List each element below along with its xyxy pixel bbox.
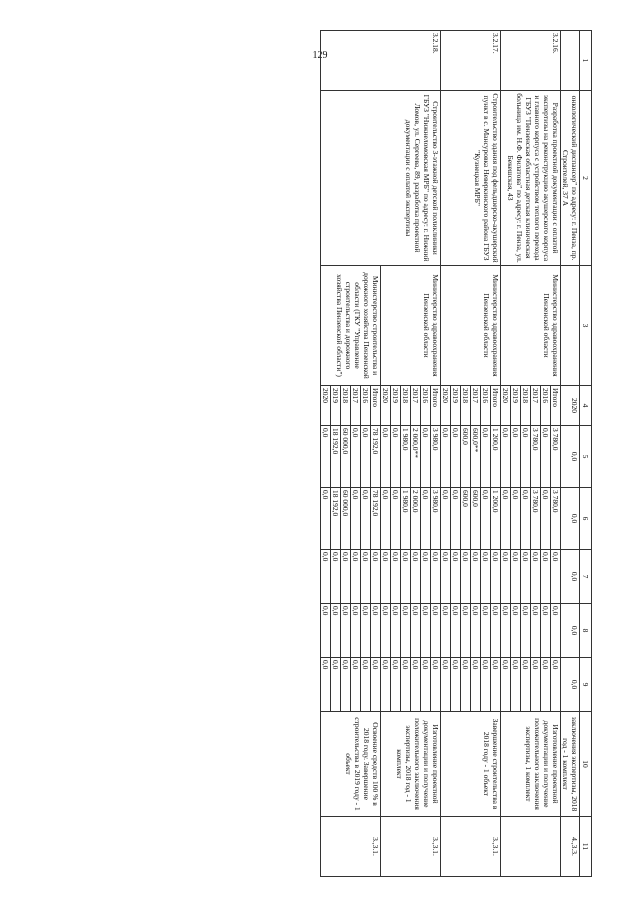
row-name: онкологический диспансер" по адресу: г. Пенза, пр. Строителей, 37 А — [561, 91, 580, 266]
value-cell: 0,0 — [371, 552, 380, 562]
value-list — [441, 658, 500, 711]
value-cell: 0,0 — [411, 658, 421, 711]
row-result: заключения экспертизы, 2018 год - 1 комплект — [561, 712, 580, 817]
value-cell: 60 000,0 — [341, 426, 351, 487]
value-cell: 0,0 — [441, 488, 451, 549]
value-cell: 0,0 — [421, 550, 431, 603]
value-cell: 0,0 — [451, 426, 461, 487]
value-cell: 0,0 — [421, 658, 431, 711]
value-cell: 0,0 — [401, 604, 411, 657]
value-cell: 0,0 — [451, 488, 461, 549]
value-cell: 0,0 — [541, 658, 551, 711]
value-list — [501, 658, 560, 711]
value-list — [381, 426, 440, 487]
value-list — [381, 658, 440, 711]
value-cell: 0,0 — [431, 606, 440, 616]
year-cell: 2020 — [501, 386, 511, 425]
value-cell: 0,0 — [421, 426, 431, 487]
col-header-3: 3 — [580, 266, 592, 386]
value-cell: 0,0 — [511, 658, 521, 711]
value-cell: 600,0** — [471, 426, 481, 487]
value-cell: 0,0 — [341, 658, 351, 711]
value-cell: 0,0 — [481, 488, 491, 549]
value-cell: 0,0 — [361, 488, 371, 549]
row-name: Строительство 3-этажной детской поликлиники ГБУЗ "Нижнеломовская МРБ" по адресу: г. Нижний Ломов, ул. Сергеева, 89, разработка проектной документации с оплатой экспертизы — [321, 91, 441, 266]
value-cell: 0,0 — [381, 604, 391, 657]
year-cell: 2016 — [421, 386, 431, 425]
row-value: 0,0 — [561, 426, 580, 488]
value-list — [321, 550, 380, 603]
value-cell: 0,0 — [381, 488, 391, 549]
col-header-2: 2 — [580, 91, 592, 266]
value-cell: 0,0 — [521, 658, 531, 711]
col-header-11: 11 — [580, 817, 592, 877]
value-cell: 0,0 — [411, 550, 421, 603]
table-row — [501, 31, 561, 877]
row-value: 0,0 — [561, 604, 580, 658]
year-cell: 2016 — [361, 386, 371, 425]
value-cell: 0,0 — [341, 550, 351, 603]
table-row — [381, 31, 441, 877]
value-cell: 0,0 — [551, 552, 560, 562]
table-row — [441, 31, 501, 877]
row-value: 0,0 — [561, 550, 580, 604]
value-cell: 0,0 — [451, 658, 461, 711]
value-list — [321, 426, 380, 487]
value-cell: 0,0 — [351, 550, 361, 603]
value-cell: 0,0 — [461, 604, 471, 657]
column-number-header — [580, 31, 592, 877]
value-cell: 0,0 — [321, 658, 331, 711]
year-cell: 2020 — [321, 386, 331, 425]
row-ref: 3.,3.1. — [381, 817, 441, 877]
page-number: 129 — [312, 50, 328, 61]
value-cell: 0,0 — [391, 604, 401, 657]
year-cell: 2019 — [511, 386, 521, 425]
value-cell: 0,0 — [321, 550, 331, 603]
value-cell: 3 780,0 — [551, 428, 560, 451]
table-row-continued — [561, 31, 580, 877]
value-list — [381, 550, 440, 603]
value-cell: 0,0 — [501, 658, 511, 711]
value-cell: 0,0 — [531, 550, 541, 603]
value-list — [321, 488, 380, 549]
year-cell: Итого — [491, 388, 500, 407]
value-cell: 2 000,0 — [411, 488, 421, 549]
value-cell: 1 980,0 — [401, 488, 411, 549]
year-cell: 2017 — [531, 386, 541, 425]
value-cell: 0,0 — [501, 488, 511, 549]
row-ref: 3.,3.1. — [321, 817, 381, 877]
row-number: 3.2.18. — [321, 31, 441, 91]
year-cell: 2016 — [541, 386, 551, 425]
value-cell: 0,0 — [371, 660, 380, 670]
year-cell: 2018 — [521, 386, 531, 425]
row-result: Завершение строительства в 2018 году - 1 объект — [441, 712, 501, 817]
year-cell: Итого — [371, 388, 380, 407]
year-cell: 2017 — [411, 386, 421, 425]
value-cell: 0,0 — [351, 426, 361, 487]
value-cell: 3 980,0 — [431, 490, 440, 513]
value-cell: 0,0 — [441, 550, 451, 603]
value-cell: 0,0 — [411, 604, 421, 657]
value-cell: 0,0 — [351, 604, 361, 657]
value-cell: 0,0 — [361, 604, 371, 657]
value-cell: 0,0 — [451, 550, 461, 603]
value-cell: 0,0 — [421, 604, 431, 657]
value-cell: 0,0 — [521, 550, 531, 603]
value-cell: 0,0 — [471, 658, 481, 711]
value-cell: 1 200,0 — [491, 428, 500, 451]
year-cell: 2019 — [391, 386, 401, 425]
value-cell: 0,0 — [361, 550, 371, 603]
year-list — [441, 386, 500, 425]
value-cell: 3 980,0 — [431, 428, 440, 451]
value-list — [321, 604, 380, 657]
value-cell: 600,0 — [461, 488, 471, 549]
value-cell: 0,0 — [341, 604, 351, 657]
row-number: 3.2.17. — [441, 31, 501, 91]
year-cell: 2019 — [451, 386, 461, 425]
value-cell: 0,0 — [481, 658, 491, 711]
value-cell: 0,0 — [511, 550, 521, 603]
value-cell: 0,0 — [551, 606, 560, 616]
value-cell: 0,0 — [531, 604, 541, 657]
value-list — [321, 658, 380, 711]
value-cell: 0,0 — [331, 658, 341, 711]
value-cell: 0,0 — [351, 658, 361, 711]
value-cell: 0,0 — [331, 550, 341, 603]
row-ref: 3.,3.1. — [441, 817, 501, 877]
value-cell: 0,0 — [381, 426, 391, 487]
value-list — [441, 550, 500, 603]
row-name: Разработка проектной документации с оплатой экспертизы на реконструкцию акушерского корпуса и главного корпуса с устройством теплого перехода ГБУЗ "Пензенская областная детская клиническая больница им. Н.Ф. Филатова" по адресу: г. Пенза, ул. Бекешская, 43 — [501, 91, 561, 266]
row-result: Изготовление проектной документации и получение положительного заключения экспертизы, 2018 год - 1 комплект — [381, 712, 441, 817]
row-name: Строительство здания под фельдшерско-акушерский пункт в с. Мансуровка Неверкинского района ГБУЗ "Кузнецкая МРБ" — [441, 91, 501, 266]
value-cell: 0,0 — [401, 658, 411, 711]
value-cell: 600,0 — [471, 488, 481, 549]
value-cell: 0,0 — [431, 552, 440, 562]
col-header-1: 1 — [580, 31, 592, 91]
value-list — [501, 550, 560, 603]
value-cell: 0,0 — [371, 606, 380, 616]
value-cell: 0,0 — [521, 426, 531, 487]
value-cell: 0,0 — [431, 660, 440, 670]
value-cell: 0,0 — [551, 660, 560, 670]
value-cell: 0,0 — [511, 604, 521, 657]
year-list — [381, 386, 440, 425]
year-cell: Итого — [551, 388, 560, 407]
value-cell: 1 200,0 — [491, 490, 500, 513]
row-value: 0,0 — [561, 658, 580, 712]
value-cell: 0,0 — [321, 604, 331, 657]
value-cell: 0,0 — [501, 604, 511, 657]
col-header-4: 4 — [580, 386, 592, 426]
value-cell: 0,0 — [511, 426, 521, 487]
value-cell: 0,0 — [331, 604, 341, 657]
value-cell: 0,0 — [511, 488, 521, 549]
col-header-7: 7 — [580, 550, 592, 604]
value-cell: 0,0 — [541, 426, 551, 487]
value-cell: 3 780,0 — [531, 488, 541, 549]
value-list — [441, 604, 500, 657]
value-cell: 0,0 — [351, 488, 361, 549]
col-header-10: 10 — [580, 712, 592, 817]
value-cell: 0,0 — [501, 550, 511, 603]
value-cell: 0,0 — [391, 426, 401, 487]
value-cell: 78 192,0 — [371, 428, 380, 455]
year-cell: 2019 — [331, 386, 341, 425]
value-cell: 2 000,0** — [411, 426, 421, 487]
year-cell: 2020 — [441, 386, 451, 425]
value-cell: 0,0 — [531, 658, 541, 711]
year-list — [321, 386, 380, 425]
value-cell: 0,0 — [521, 488, 531, 549]
value-cell: 3 780,0 — [531, 426, 541, 487]
value-cell: 0,0 — [451, 604, 461, 657]
value-cell: 0,0 — [491, 552, 500, 562]
value-cell: 0,0 — [541, 488, 551, 549]
value-list — [441, 488, 500, 549]
row-executor: Министерство здравоохранения Пензенской области — [381, 266, 441, 386]
value-cell: 78 192,0 — [371, 490, 380, 517]
value-cell: 0,0 — [441, 604, 451, 657]
program-table — [320, 30, 592, 877]
value-cell: 0,0 — [481, 550, 491, 603]
row-executor: Министерство здравоохранения Пензенской области — [441, 266, 501, 386]
value-cell: 0,0 — [481, 426, 491, 487]
year-cell: 2020 — [381, 386, 391, 425]
row-ref: 4.,3.3. — [561, 817, 580, 877]
value-cell: 0,0 — [461, 658, 471, 711]
col-header-8: 8 — [580, 604, 592, 658]
year-cell: 2018 — [401, 386, 411, 425]
value-cell: 0,0 — [381, 550, 391, 603]
value-list — [501, 426, 560, 487]
value-cell: 3 780,0 — [551, 490, 560, 513]
rotated-table-wrapper — [72, 30, 592, 876]
value-cell: 0,0 — [541, 604, 551, 657]
col-header-6: 6 — [580, 488, 592, 550]
value-cell: 0,0 — [491, 660, 500, 670]
value-cell: 0,0 — [391, 658, 401, 711]
row-year: 2020 — [561, 386, 580, 426]
value-list — [501, 604, 560, 657]
row-value: 0,0 — [561, 488, 580, 550]
value-cell: 18 192,0 — [331, 488, 341, 549]
col-header-5: 5 — [580, 426, 592, 488]
value-cell: 0,0 — [461, 550, 471, 603]
value-cell: 0,0 — [391, 488, 401, 549]
value-cell: 0,0 — [391, 550, 401, 603]
value-cell: 0,0 — [471, 604, 481, 657]
year-list — [501, 386, 560, 425]
year-cell: 2017 — [351, 386, 361, 425]
value-cell: 0,0 — [481, 604, 491, 657]
year-cell: 2017 — [471, 386, 481, 425]
value-list — [381, 488, 440, 549]
value-list — [441, 426, 500, 487]
value-cell: 0,0 — [361, 426, 371, 487]
row-executor: Министерство строительства и дорожного хозяйства Пензенской области (ГКУ "Управление строительства и дорожного хозяйства Пензенской области") — [321, 266, 381, 386]
col-header-9: 9 — [580, 658, 592, 712]
row-result: Изготовление проектной документации и получение положительного заключения экспертизы, 1 комплект — [501, 712, 561, 817]
row-result: Освоение средств 100 % в 2018 году. Завершение строительства в 2019 году - 1 объект — [321, 712, 381, 817]
year-cell: 2018 — [341, 386, 351, 425]
value-cell: 0,0 — [421, 488, 431, 549]
value-cell: 0,0 — [321, 488, 331, 549]
year-cell: Итого — [431, 388, 440, 407]
row-executor: Министерство здравоохранения Пензенской области — [501, 266, 561, 386]
value-cell: 0,0 — [491, 606, 500, 616]
value-cell: 0,0 — [521, 604, 531, 657]
value-cell: 0,0 — [401, 550, 411, 603]
value-cell: 600,0 — [461, 426, 471, 487]
value-cell: 0,0 — [441, 426, 451, 487]
value-cell: 0,0 — [501, 426, 511, 487]
value-cell: 0,0 — [541, 550, 551, 603]
year-cell: 2016 — [481, 386, 491, 425]
value-cell: 0,0 — [321, 426, 331, 487]
value-cell: 18 192,0 — [331, 426, 341, 487]
row-number: 3.2.16. — [501, 31, 561, 91]
value-cell: 0,0 — [381, 658, 391, 711]
value-list — [381, 604, 440, 657]
value-cell: 1 980,0 — [401, 426, 411, 487]
row-ref — [501, 817, 561, 877]
value-list — [501, 488, 560, 549]
year-cell: 2018 — [461, 386, 471, 425]
value-cell: 0,0 — [471, 550, 481, 603]
value-cell: 0,0 — [441, 658, 451, 711]
value-cell: 0,0 — [361, 658, 371, 711]
value-cell: 60 000,0 — [341, 488, 351, 549]
